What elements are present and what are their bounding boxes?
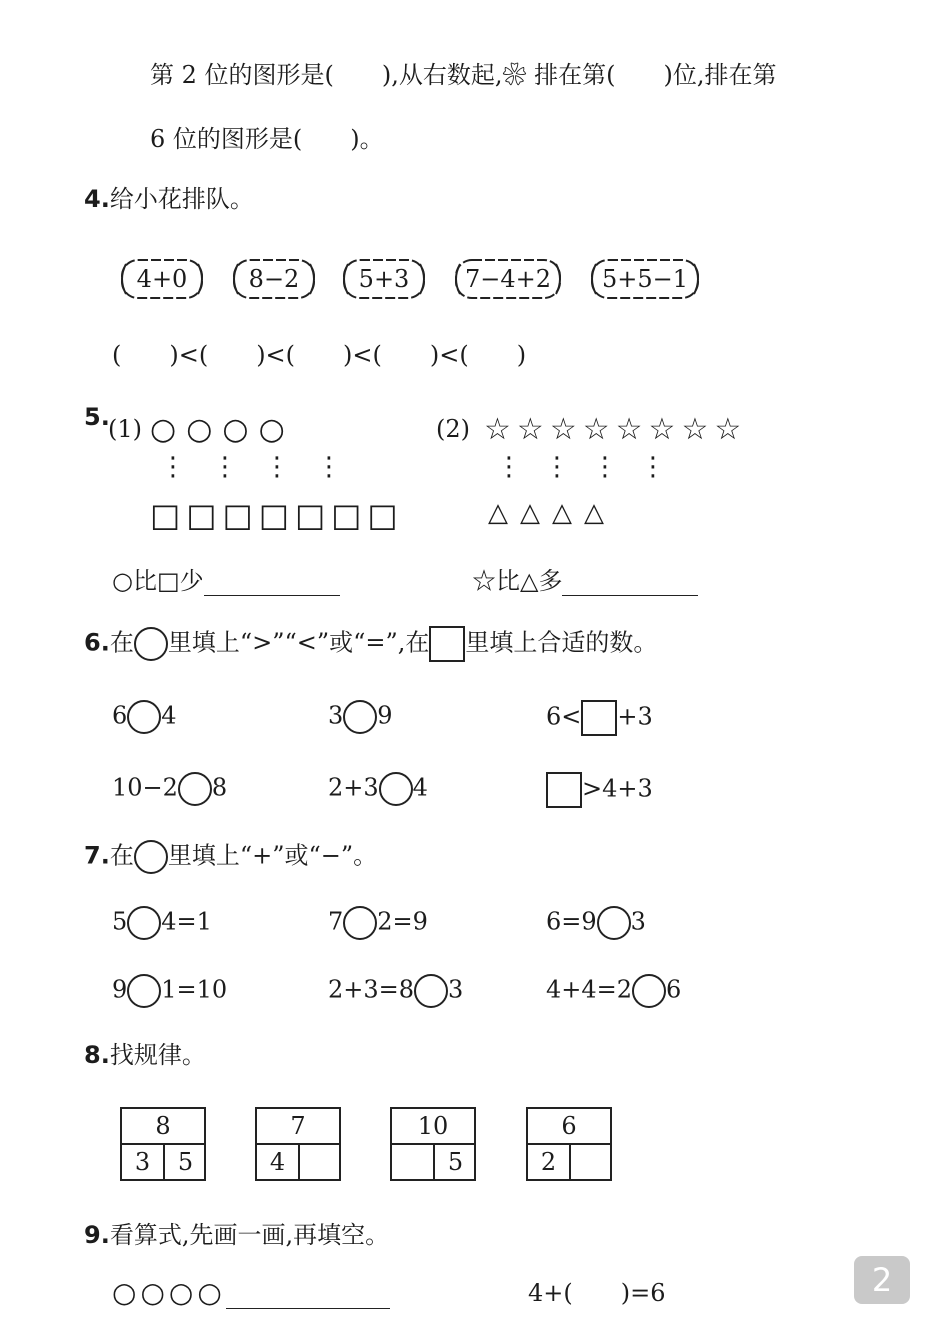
dots-icon: ⋮ xyxy=(592,452,640,482)
q5-answer2-label: ☆比△多 xyxy=(472,567,563,595)
q6-item-left: 6< xyxy=(546,702,582,731)
circle-icon: ○ xyxy=(150,412,187,447)
operator-circle-input[interactable] xyxy=(597,906,631,940)
q8-number: 8. xyxy=(84,1041,110,1069)
flower-card xyxy=(116,256,208,302)
operator-circle-input[interactable] xyxy=(127,906,161,940)
q6-item-left: 3 xyxy=(328,701,344,730)
q7-item-left: 6=9 xyxy=(546,907,597,936)
q4-title: 给小花排队。 xyxy=(109,185,254,213)
q8-title: 找规律。 xyxy=(109,1041,206,1069)
bond-part-right: 5 xyxy=(447,1148,464,1176)
number-box-input[interactable] xyxy=(581,700,617,736)
bond-part-right-input[interactable] xyxy=(300,1144,341,1181)
q6-item-left: 6 xyxy=(112,701,128,730)
q6-item xyxy=(112,772,227,806)
q4-heading xyxy=(84,184,254,214)
page-number-badge: 2 xyxy=(854,1256,910,1304)
star-icon: ☆ xyxy=(484,412,517,447)
q6-item-right: 4 xyxy=(412,773,428,802)
triangle-icon: △ xyxy=(552,498,584,528)
bond-part-right-input[interactable] xyxy=(571,1144,612,1181)
q9-circles xyxy=(112,1276,226,1309)
star-icon: ☆ xyxy=(681,412,715,447)
q9-number: 9. xyxy=(84,1221,110,1249)
dots-icon: ⋮ xyxy=(160,452,212,482)
flower-card xyxy=(228,256,320,302)
q4-order-row: ( )<( )<( )<( )<( ) xyxy=(112,341,527,369)
circle-icon: ○ xyxy=(168,1276,198,1309)
q7-heading xyxy=(84,840,377,874)
q5-dots-left xyxy=(160,452,368,482)
star-icon: ☆ xyxy=(615,412,649,447)
compare-circle-input[interactable] xyxy=(127,700,161,734)
q7-item xyxy=(328,974,463,1008)
q7-title-part: 在 xyxy=(109,841,134,870)
q6-item-right: 4 xyxy=(161,701,177,730)
q7-item xyxy=(328,906,428,940)
star-icon: ☆ xyxy=(648,412,682,447)
q5-stars-row xyxy=(484,412,747,447)
answer-blank[interactable] xyxy=(204,567,340,596)
q6-title-part: 里填上“>”“<”或“=”,在 xyxy=(167,628,430,657)
circle-icon: ○ xyxy=(197,1276,226,1309)
number-bond-box xyxy=(255,1107,341,1181)
q5-answer1-label: ○比□少 xyxy=(112,567,204,595)
bond-part-left: 4 xyxy=(257,1144,300,1181)
q9-drawing-row xyxy=(112,1276,390,1309)
compare-circle-input[interactable] xyxy=(379,772,413,806)
bond-whole: 7 xyxy=(257,1109,339,1145)
number-bond-box xyxy=(526,1107,612,1181)
flower-expression: 7−4+2 xyxy=(464,265,552,293)
q5-squares-row xyxy=(150,496,404,534)
q7-item-left: 4+4=2 xyxy=(546,975,633,1004)
q7-item-right: 4=1 xyxy=(161,907,212,936)
flower-card xyxy=(338,256,430,302)
q6-item-right: 8 xyxy=(211,773,228,802)
q6-item-right: 9 xyxy=(377,701,393,730)
flower-expression: 5+5−1 xyxy=(601,265,689,293)
bond-part-left: 3 xyxy=(122,1144,165,1181)
operator-circle-input[interactable] xyxy=(414,974,448,1008)
q7-item-right: 1=10 xyxy=(161,975,228,1004)
q7-item-left: 2+3=8 xyxy=(328,975,415,1004)
square-icon: □ xyxy=(186,496,223,534)
q8-heading xyxy=(84,1040,206,1070)
dots-icon: ⋮ xyxy=(640,452,688,482)
q3-line1: 第 2 位的图形是( ),从右数起,❀ 排在第( )位,排在第 xyxy=(150,61,777,89)
answer-blank[interactable] xyxy=(562,567,698,596)
q5-answer2 xyxy=(472,566,698,596)
square-icon: □ xyxy=(367,496,404,534)
star-icon: ☆ xyxy=(582,412,616,447)
q7-item-right: 2=9 xyxy=(377,907,428,936)
q6-item-left: 2+3 xyxy=(328,773,379,802)
operator-circle-input[interactable] xyxy=(127,974,161,1008)
q7-item-left: 5 xyxy=(112,907,128,936)
q7-item-right: 3 xyxy=(448,975,464,1004)
q7-item xyxy=(112,906,212,940)
flower-expression: 5+3 xyxy=(358,265,410,293)
flower-card xyxy=(586,256,704,302)
q3-line2: 6 位的图形是( )。 xyxy=(150,125,384,153)
q6-heading xyxy=(84,626,657,662)
q5-part2-label: (2) xyxy=(436,415,470,443)
q5-dots-right xyxy=(496,452,688,482)
q7-item-right: 6 xyxy=(666,975,682,1004)
q6-title-part: 在 xyxy=(109,628,134,657)
q5-part1-label: (1) xyxy=(108,415,142,443)
bond-part-left: 2 xyxy=(528,1144,571,1181)
q5-circles-row xyxy=(150,412,295,447)
q7-title-part: 里填上“+”或“−”。 xyxy=(167,841,378,870)
dots-icon: ⋮ xyxy=(316,452,368,482)
q7-number: 7. xyxy=(84,841,110,870)
q5-answer1 xyxy=(112,566,340,596)
dots-icon: ⋮ xyxy=(264,452,316,482)
dots-icon: ⋮ xyxy=(544,452,592,482)
circle-icon: ○ xyxy=(112,1276,141,1309)
square-icon: □ xyxy=(222,496,259,534)
number-box-input[interactable] xyxy=(546,772,582,808)
bond-part-left-input[interactable] xyxy=(392,1144,435,1181)
dots-icon: ⋮ xyxy=(212,452,264,482)
q6-item xyxy=(328,700,393,734)
star-icon: ☆ xyxy=(516,412,550,447)
circle-icon: ○ xyxy=(140,1276,169,1309)
q6-item xyxy=(546,700,653,736)
q5-number-text: 5. xyxy=(84,403,110,431)
q6-item xyxy=(546,772,653,808)
triangle-icon: △ xyxy=(488,498,520,528)
flower-card xyxy=(450,256,566,302)
compare-circle-input[interactable] xyxy=(343,700,377,734)
triangle-icon: △ xyxy=(584,498,616,528)
q7-item xyxy=(546,974,681,1008)
bond-whole: 8 xyxy=(122,1109,204,1145)
q6-title-part: 里填上合适的数。 xyxy=(465,628,658,657)
q7-item-left: 9 xyxy=(112,975,128,1004)
circle-icon: ○ xyxy=(186,412,223,447)
square-icon: □ xyxy=(294,496,332,534)
number-bond-box xyxy=(120,1107,206,1181)
q6-item-left: 10−2 xyxy=(112,773,178,802)
drawing-blank[interactable] xyxy=(226,1278,390,1309)
q6-item xyxy=(328,772,428,806)
q6-item-right: +3 xyxy=(617,702,653,731)
compare-circle-input[interactable] xyxy=(178,772,212,806)
square-icon: □ xyxy=(150,496,187,534)
square-blank-icon xyxy=(429,626,465,662)
bond-part-right: 5 xyxy=(177,1148,194,1176)
q9-title: 看算式,先画一画,再填空。 xyxy=(109,1221,390,1249)
circle-icon: ○ xyxy=(258,412,295,447)
operator-circle-input[interactable] xyxy=(632,974,666,1008)
triangle-icon: △ xyxy=(520,498,552,528)
flower-expression: 4+0 xyxy=(136,265,188,293)
q7-item xyxy=(546,906,646,940)
star-icon: ☆ xyxy=(549,412,583,447)
square-icon: □ xyxy=(258,496,295,534)
q6-number: 6. xyxy=(84,628,110,657)
q5-number xyxy=(84,402,110,432)
circle-icon: ○ xyxy=(222,412,259,447)
q7-item xyxy=(112,974,227,1008)
star-icon: ☆ xyxy=(714,412,748,447)
bond-whole: 6 xyxy=(528,1109,610,1145)
bond-whole: 10 xyxy=(392,1109,474,1145)
circle-blank-icon xyxy=(134,627,168,661)
number-bond-box xyxy=(390,1107,476,1181)
circle-blank-icon xyxy=(134,840,168,874)
q9-heading xyxy=(84,1220,389,1250)
q9-equation: 4+( )=6 xyxy=(528,1279,666,1307)
q7-item-right: 3 xyxy=(630,907,646,936)
q6-item-right: >4+3 xyxy=(582,774,653,803)
q5-triangles-row xyxy=(488,498,616,528)
square-icon: □ xyxy=(331,496,368,534)
q4-number: 4. xyxy=(84,185,110,213)
dots-icon: ⋮ xyxy=(496,452,544,482)
q6-item xyxy=(112,700,177,734)
operator-circle-input[interactable] xyxy=(343,906,377,940)
flower-expression: 8−2 xyxy=(248,265,300,293)
q7-item-left: 7 xyxy=(328,907,344,936)
